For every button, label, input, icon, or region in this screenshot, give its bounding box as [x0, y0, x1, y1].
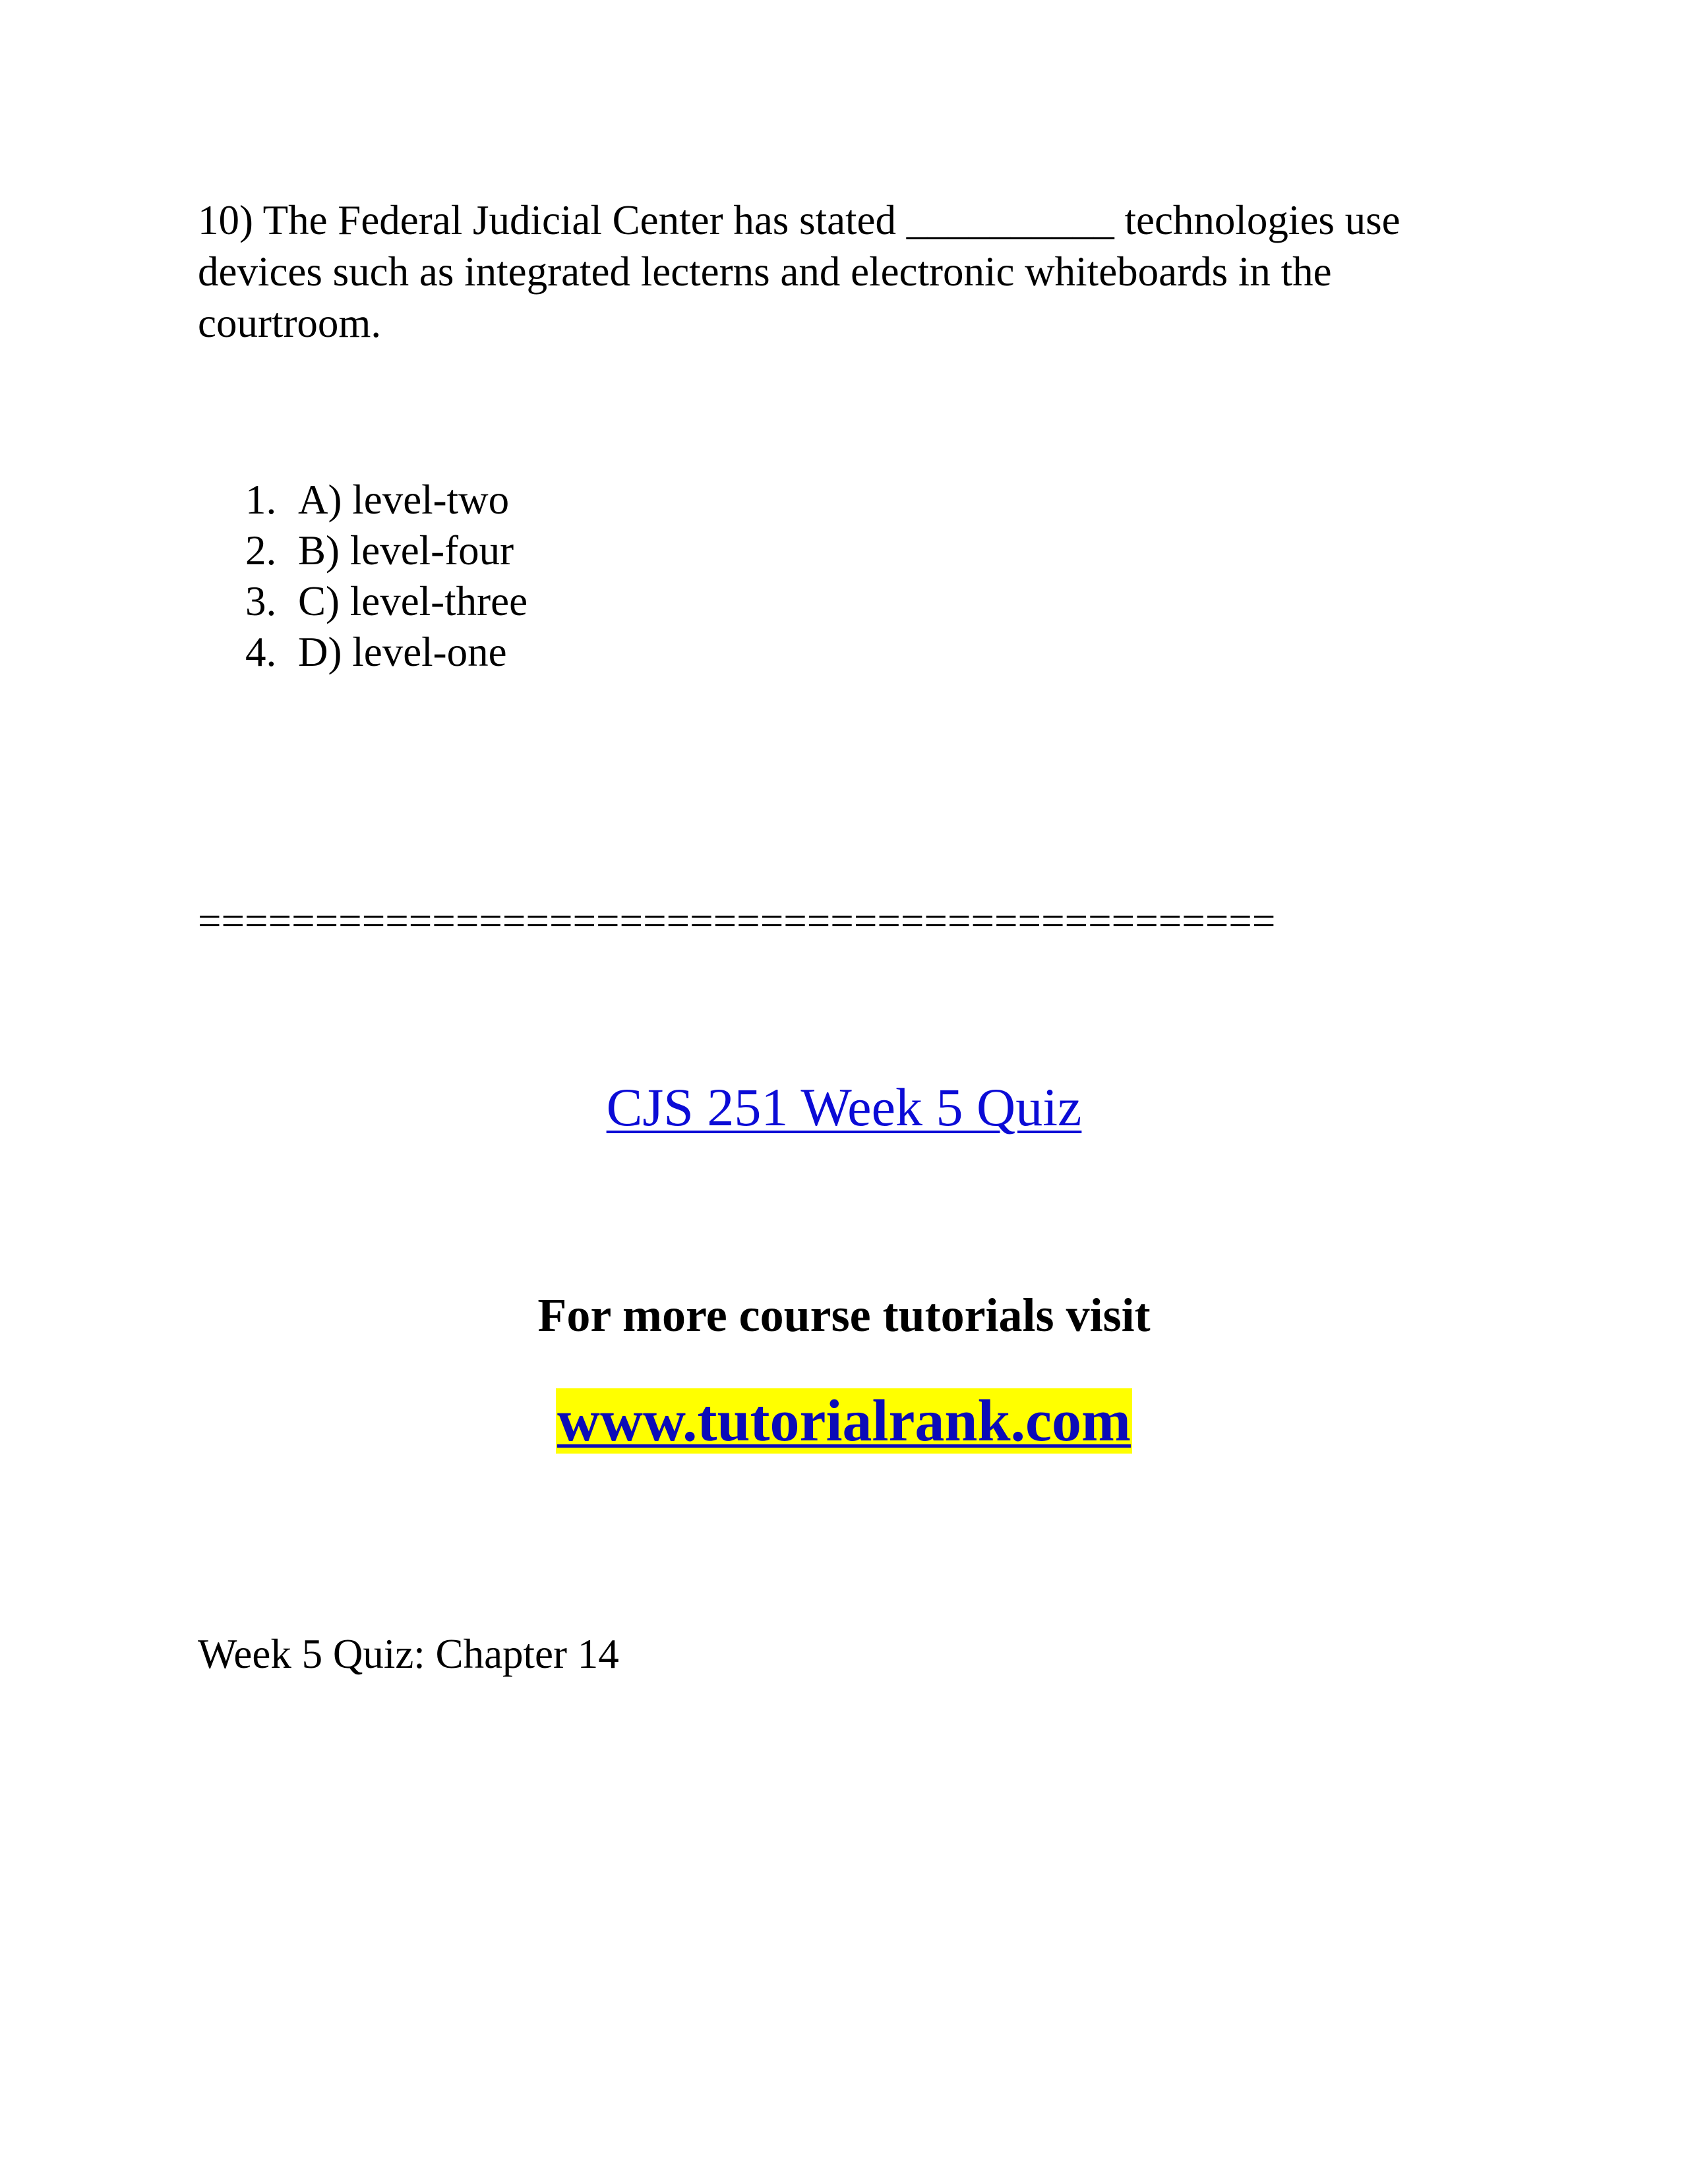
option-label: C) level-three [298, 578, 528, 624]
option-label: B) level-four [298, 527, 514, 574]
option-number: 4. [245, 629, 277, 675]
option-label: D) level-one [298, 629, 507, 675]
quiz-title-container [0, 1075, 1688, 1140]
quiz-title-link[interactable]: CJS 251 Week 5 Quiz [606, 1077, 1082, 1137]
section-divider: ============================================== [198, 898, 1276, 944]
answer-option [245, 576, 528, 627]
question-text: 10) The Federal Judicial Center has stated __________ technologies use devices such as integrated lecterns and electronic whiteboards in the courtroom. [198, 197, 1401, 346]
answer-option [245, 475, 528, 525]
promo-text: For more course tutorials visit [537, 1289, 1151, 1342]
option-number: 2. [245, 527, 277, 574]
site-link[interactable]: www.tutorialrank.com [557, 1388, 1131, 1454]
answer-option [245, 525, 528, 576]
chapter-heading: Week 5 Quiz: Chapter 14 [198, 1631, 619, 1677]
option-number: 1. [245, 477, 277, 523]
option-number: 3. [245, 578, 277, 624]
answer-options-list [245, 475, 528, 678]
option-label: A) level-two [298, 477, 510, 523]
site-link-container [0, 1384, 1688, 1458]
answer-option [245, 627, 528, 678]
